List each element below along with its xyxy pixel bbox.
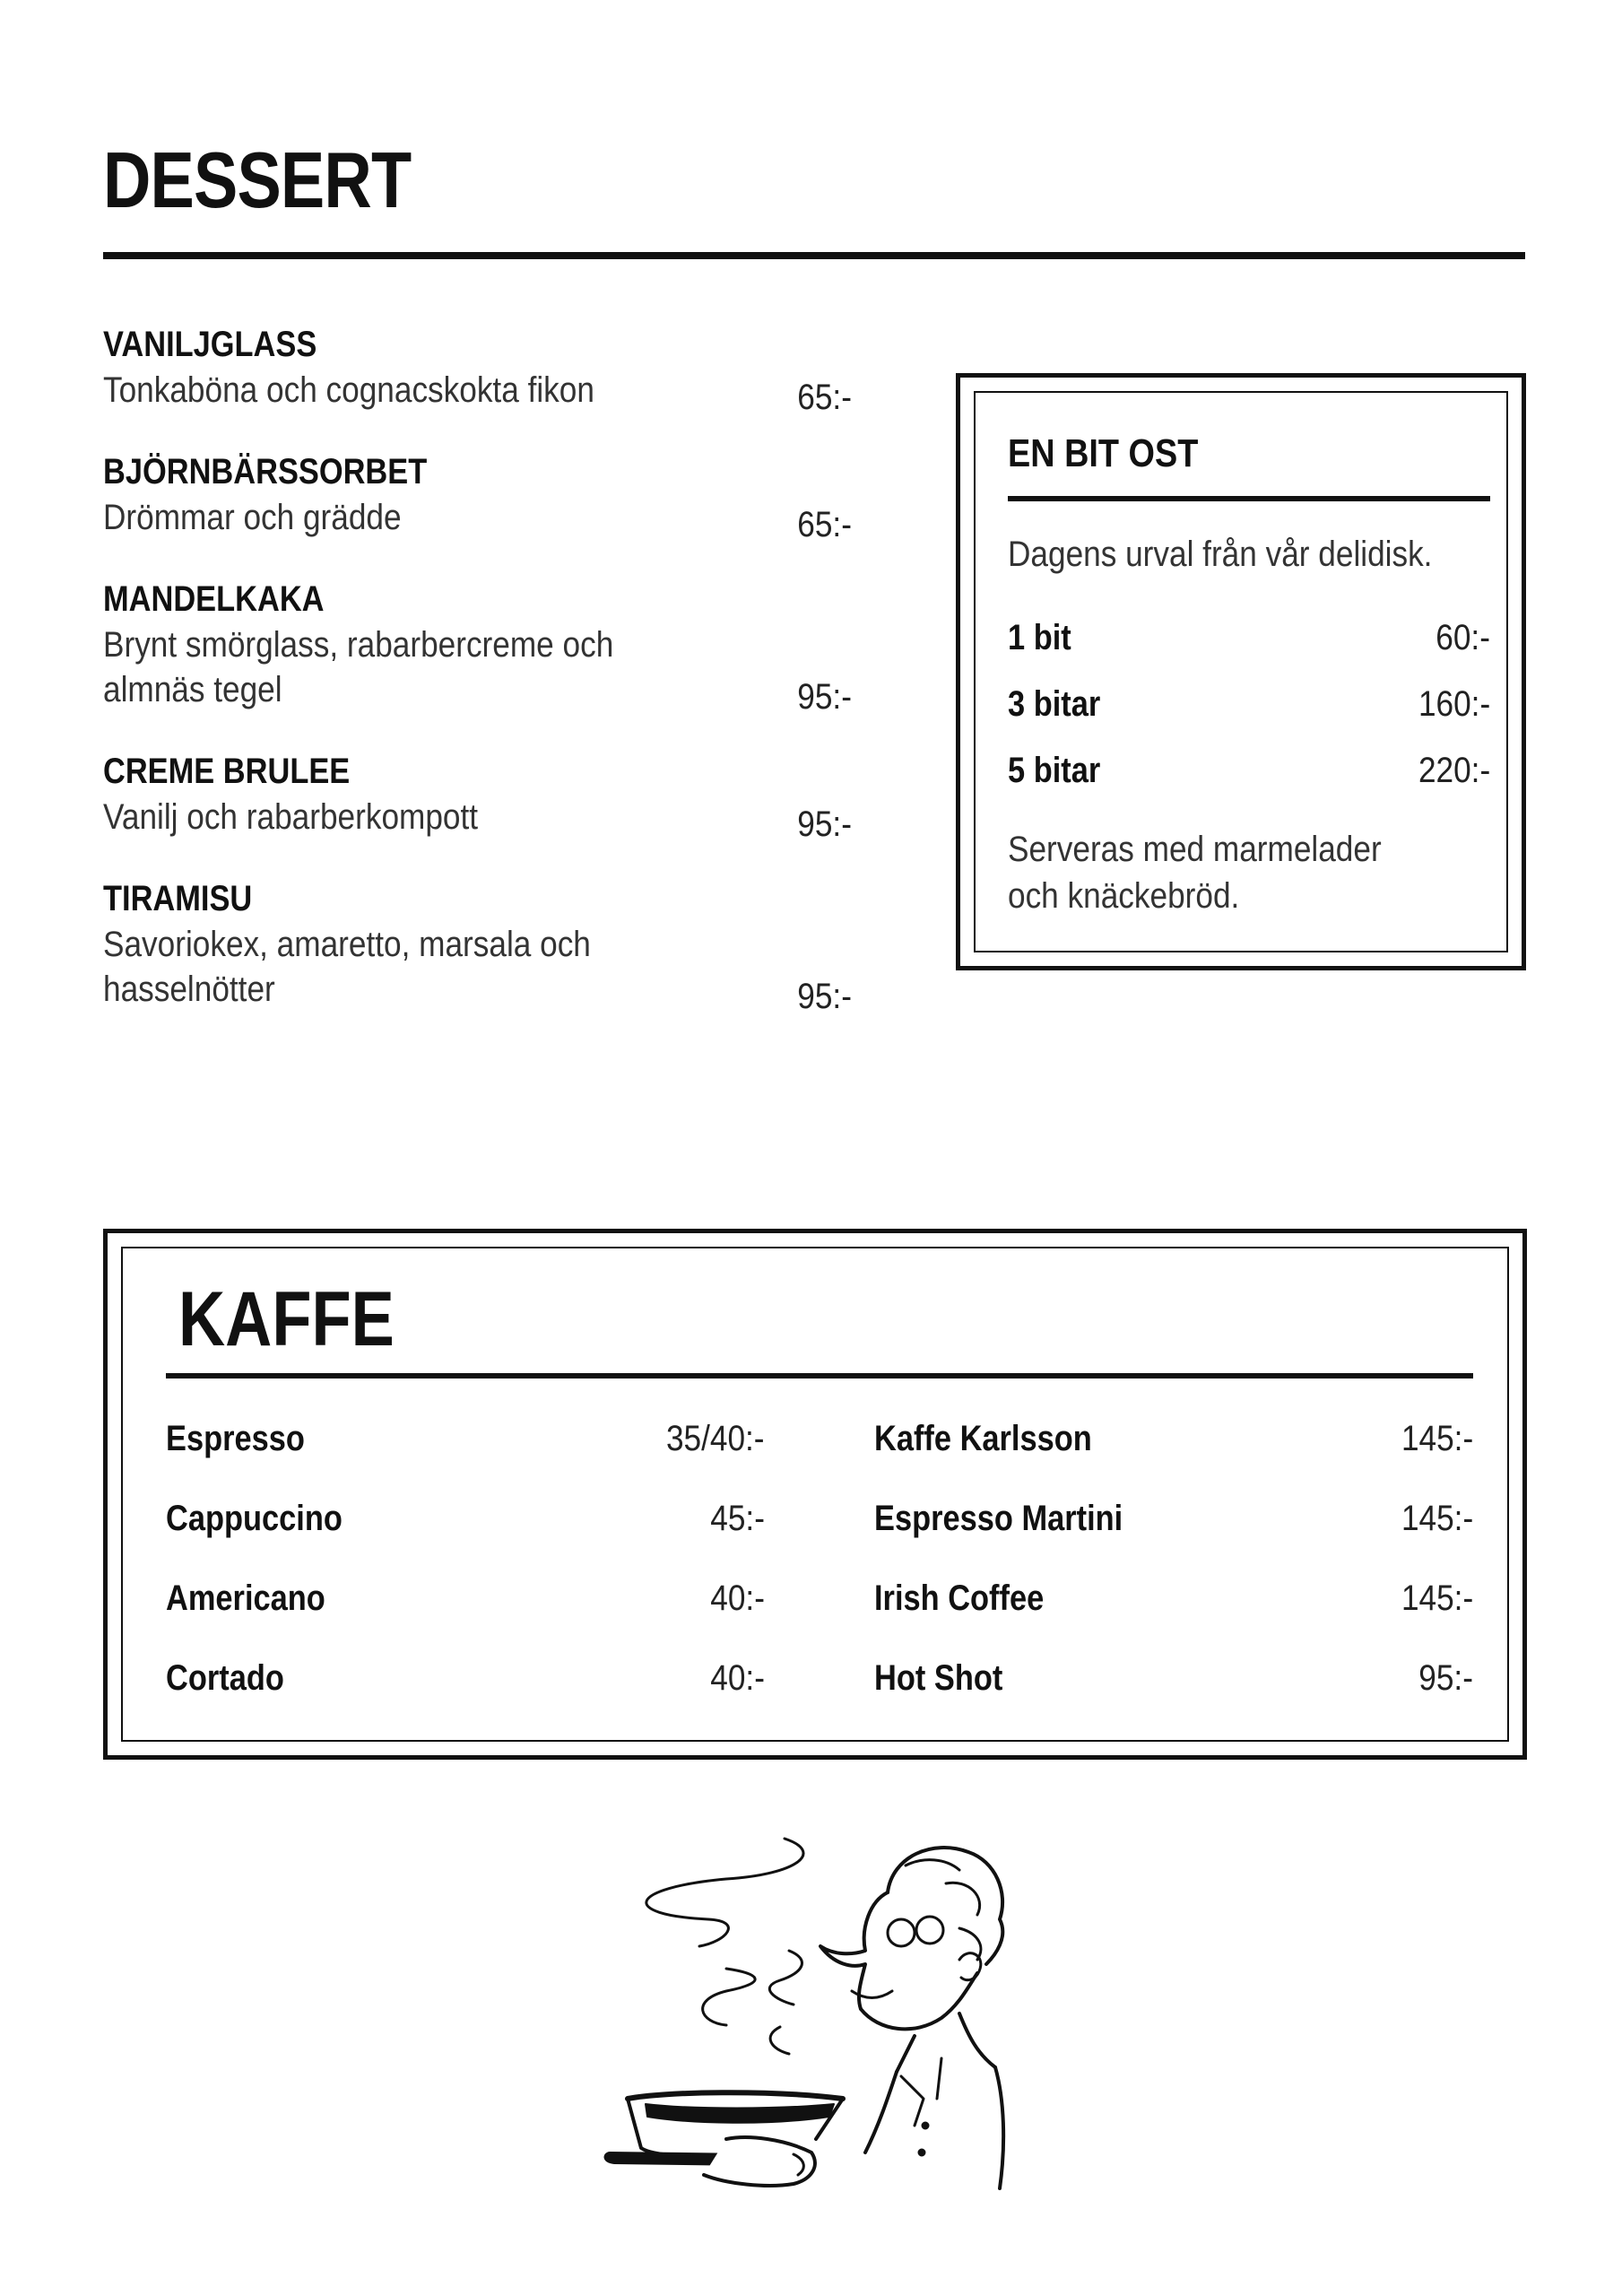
cheese-option (1008, 748, 1490, 793)
coffee-item-name: Espresso Martini (874, 1499, 1123, 1538)
cheese-option-label: 5 bitar (1008, 751, 1101, 790)
coffee-item-name: Cortado (166, 1658, 284, 1698)
coffee-item (874, 1416, 1473, 1461)
coffee-item (874, 1576, 1473, 1621)
dessert-item-description: Drömmar och grädde (103, 498, 402, 537)
cheese-box (956, 373, 1526, 970)
coffee-title: KAFFE (178, 1276, 395, 1362)
dessert-item-price: 65:- (797, 378, 852, 417)
coffee-item-name: Irish Coffee (874, 1578, 1045, 1618)
coffee-item-price: 95:- (1418, 1658, 1473, 1698)
dessert-item-description: Tonkaböna och cognacskokta fikon (103, 370, 594, 410)
dessert-item (103, 748, 852, 847)
cheese-divider (1008, 496, 1490, 501)
coffee-item-name: Americano (166, 1578, 325, 1618)
coffee-item (166, 1576, 765, 1621)
dessert-item (103, 321, 852, 420)
dessert-item-price: 65:- (797, 505, 852, 544)
coffee-item-name: Hot Shot (874, 1658, 1003, 1698)
cheese-option-label: 3 bitar (1008, 684, 1101, 724)
coffee-item-price: 40:- (710, 1658, 765, 1698)
dessert-item (103, 448, 852, 547)
coffee-item (166, 1416, 765, 1461)
dessert-item-name: MANDELKAKA (103, 579, 325, 619)
coffee-item-name: Cappuccino (166, 1499, 343, 1538)
cheese-option-price: 160:- (1418, 684, 1490, 724)
cheese-option-label: 1 bit (1008, 618, 1071, 657)
coffee-item-price: 40:- (710, 1578, 765, 1618)
coffee-divider (166, 1373, 1473, 1378)
dessert-item-description: Vanilj och rabarberkompott (103, 797, 479, 837)
dessert-item-name: CREME BRULEE (103, 752, 351, 791)
cheese-option-price: 60:- (1436, 618, 1490, 657)
cheese-option (1008, 682, 1490, 726)
coffee-item (874, 1656, 1473, 1700)
coffee-box-inner-border (121, 1247, 1509, 1742)
cheese-note: Serveras med marmelader och knäckebröd. (1008, 830, 1382, 916)
dessert-title: DESSERT (103, 135, 412, 224)
coffee-item (166, 1656, 765, 1700)
cheese-option-price: 220:- (1418, 751, 1490, 790)
dessert-item (103, 875, 852, 1019)
dessert-item-price: 95:- (797, 804, 852, 844)
cheese-title: EN BIT OST (1008, 431, 1199, 475)
cheese-intro: Dagens urval från vår delidisk. (1008, 535, 1433, 574)
dessert-item (103, 576, 852, 719)
coffee-item (874, 1496, 1473, 1541)
coffee-item-name: Kaffe Karlsson (874, 1419, 1092, 1458)
coffee-item-name: Espresso (166, 1419, 305, 1458)
dessert-item-price: 95:- (797, 977, 852, 1016)
dessert-item-name: TIRAMISU (103, 879, 253, 918)
dessert-item-price: 95:- (797, 677, 852, 717)
cheese-option (1008, 615, 1490, 660)
waiter-with-coffee-icon (592, 1830, 1022, 2206)
coffee-item (166, 1496, 765, 1541)
coffee-item-price: 145:- (1401, 1578, 1473, 1618)
coffee-item-price: 145:- (1401, 1499, 1473, 1538)
coffee-item-price: 145:- (1401, 1419, 1473, 1458)
dessert-item-name: BJÖRNBÄRSSORBET (103, 452, 428, 491)
dessert-divider (103, 252, 1525, 259)
coffee-box (103, 1229, 1527, 1760)
dessert-item-description: Brynt smörglass, rabarbercreme och almnäs tegel (103, 625, 614, 709)
coffee-item-price: 45:- (710, 1499, 765, 1538)
coffee-item-price: 35/40:- (666, 1419, 765, 1458)
dessert-item-description: Savoriokex, amaretto, marsala och hasselnötter (103, 925, 591, 1009)
dessert-item-name: VANILJGLASS (103, 325, 317, 364)
